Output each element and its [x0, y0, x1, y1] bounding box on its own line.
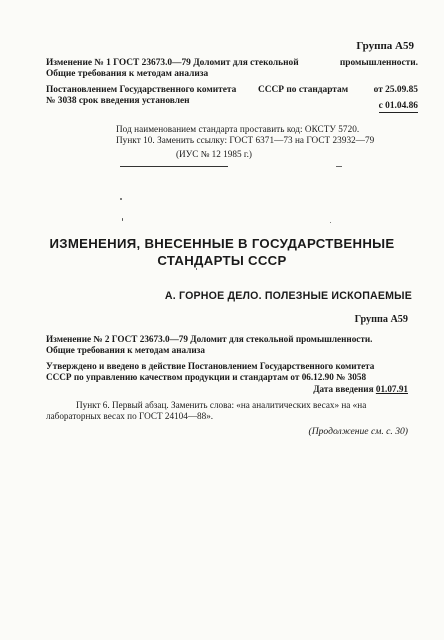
decree-1-part-c: от 25.09.85	[373, 85, 418, 95]
decree-1-part-b: СССР по стандартам	[258, 85, 349, 95]
body-1-line-1: Под наименованием стандарта проставить код: ОКСТУ 5720.	[116, 124, 360, 134]
change-subtitle-1: Общие требования к методам анализа	[46, 69, 209, 79]
divider-dash	[336, 166, 342, 167]
scan-speck	[120, 198, 122, 200]
approval-line-1: Утверждено и введено в действие Постановлением Государственного комитета	[46, 361, 375, 371]
main-title-line-1: ИЗМЕНЕНИЯ, ВНЕСЕННЫЕ В ГОСУДАРСТВЕННЫЕ	[49, 236, 395, 251]
divider-rule	[120, 166, 228, 167]
ius-reference-1: (ИУС № 12 1985 г.)	[176, 149, 252, 159]
section-heading: А. ГОРНОЕ ДЕЛО. ПОЛЕЗНЫЕ ИСКОПАЕМЫЕ	[164, 290, 412, 302]
change-title-1-part-b: промышленности.	[339, 58, 418, 68]
item-line-1: Пункт 6. Первый абзац. Заменить слова: «на аналитических весах» на «на	[76, 400, 367, 410]
effective-date-2	[313, 384, 408, 394]
continuation-note: (Продолжение см. с. 30)	[308, 426, 408, 437]
scan-speck	[196, 268, 197, 270]
effective-date-label: Дата введения	[313, 384, 374, 394]
scan-speck	[330, 222, 331, 223]
effective-date-1: с 01.04.86	[378, 101, 418, 111]
body-1-line-2: Пункт 10. Заменить ссылку: ГОСТ 6371—73 на ГОСТ 23932—79	[116, 135, 375, 145]
group-label-2: Группа А59	[354, 314, 408, 325]
scan-speck	[122, 218, 123, 221]
change-subtitle-2: Общие требования к методам анализа	[46, 345, 205, 355]
approval-line-2: СССР по управлению качеством продукции и стандартам от 06.12.90 № 3058	[46, 372, 367, 382]
effective-date-value: 01.07.91	[375, 384, 408, 394]
decree-1-part-a: Постановлением Государственного комитета	[46, 85, 237, 95]
decree-1-line-2: № 3038 срок введения установлен	[46, 96, 190, 106]
main-title-line-2: СТАНДАРТЫ СССР	[157, 253, 287, 268]
item-line-2: лабораторных весах по ГОСТ 24104—88».	[46, 411, 214, 421]
change-title-2: Изменение № 2 ГОСТ 23673.0—79 Доломит для стекольной промышленности.	[46, 334, 373, 344]
change-title-1-part-a: Изменение № 1 ГОСТ 23673.0—79 Доломит для стекольной	[46, 58, 299, 68]
group-label-1: Группа А59	[356, 40, 414, 52]
